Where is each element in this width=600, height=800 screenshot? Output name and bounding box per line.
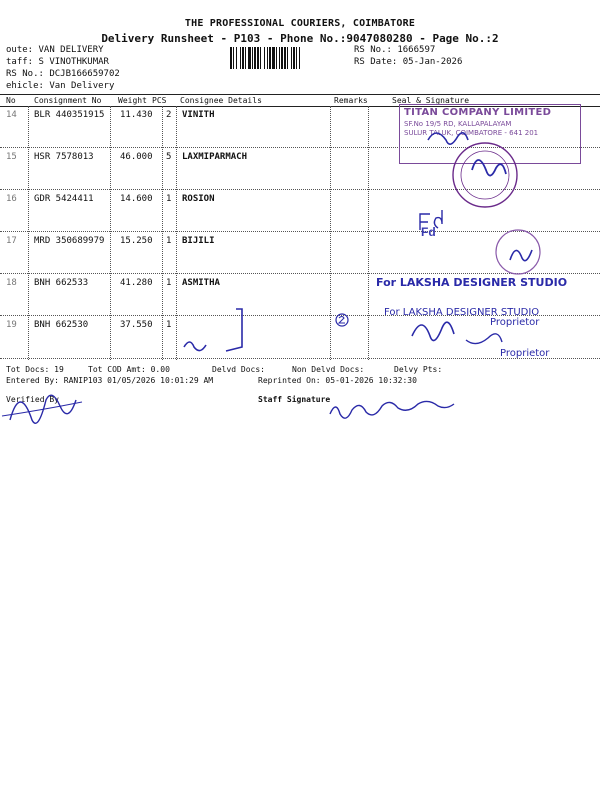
reprinted-on: Reprinted On: 05-01-2026 10:32:30 (258, 376, 417, 385)
row-no: 14 (6, 110, 17, 120)
verified-by-label: Verified By (6, 395, 59, 404)
row-pcs: 2 (166, 110, 172, 120)
staff-signature-label: Staff Signature (258, 395, 331, 404)
runsheet-subtitle: Delivery Runsheet - P103 - Phone No.:9047080280 - Page No.:2 (101, 32, 499, 45)
row-pcs: 1 (166, 194, 172, 204)
laksha-stamp-label: For LAKSHA DESIGNER STUDIO (384, 307, 540, 318)
non-delivered-docs: Non Delvd Docs: (292, 365, 365, 374)
row-weight: 11.430 (120, 110, 153, 120)
barcode-image (228, 46, 348, 70)
rs-number: RS No.: 1666597 (354, 45, 436, 55)
col-consignee: Consignee Details (180, 96, 262, 105)
row-consignee: BIJILI (182, 236, 215, 246)
row-consignment: MRD 350689979 (34, 236, 105, 246)
row-consignee: ROSION (182, 194, 215, 204)
row-pcs: 5 (166, 152, 172, 162)
row-no: 19 (6, 320, 17, 330)
row-weight: 46.000 (120, 152, 153, 162)
delivered-docs: Delvd Docs: (212, 365, 265, 374)
laksha-stamp-text: Fd (421, 225, 436, 239)
row-consignment: BNH 662530 (34, 320, 89, 330)
row-no: 18 (6, 278, 17, 288)
col-no: No (6, 96, 16, 105)
row-pcs: 1 (166, 236, 172, 246)
row-no: 15 (6, 152, 17, 162)
header-top-rule (0, 94, 600, 95)
vehicle-info: ehicle: Van Delivery (6, 81, 115, 91)
route-info: oute: VAN DELIVERY (6, 45, 104, 55)
document-title: THE PROFESSIONAL COURIERS, COIMBATORE (184, 18, 416, 29)
titan-stamp-name: TITAN COMPANY LIMITED (404, 107, 552, 118)
row-consignment: BNH 662533 (34, 278, 89, 288)
row-weight: 41.280 (120, 278, 153, 288)
row-consignee: VINITH (182, 110, 215, 120)
proprietor-label: Proprietor (500, 348, 550, 359)
col-seal: Seal & Signature (392, 96, 470, 105)
circled-number-icon (334, 312, 350, 328)
row-weight: 14.600 (120, 194, 153, 204)
row-weight: 15.250 (120, 236, 153, 246)
footer-signatures (0, 380, 600, 440)
drs-info: RS No.: DCJB166659702 (6, 69, 120, 79)
row-consignee: ASMITHA (182, 278, 220, 288)
delivery-points: Delvy Pts: (394, 365, 443, 374)
row-consignment: GDR 5424411 (34, 194, 94, 204)
titan-stamp-address: SULUR TALUK, COIMBATORE - 641 201 (404, 129, 539, 137)
col-consignment: Consignment No (34, 96, 102, 105)
circular-seal-icon (453, 143, 517, 207)
titan-stamp-address: SF.No 19/5 RD, KALLAPALAYAM (404, 120, 512, 128)
row-pcs: 1 (166, 320, 172, 330)
handwritten-mark (180, 305, 260, 360)
row-consignment: HSR 7578013 (34, 152, 94, 162)
col-weight: Weight (118, 96, 147, 105)
total-cod-amount: Tot COD Amt: 0.00 (88, 365, 170, 374)
staff-info: taff: S VINOTHKUMAR (6, 57, 109, 67)
col-remarks: Remarks (334, 96, 368, 105)
total-docs: Tot Docs: 19 (6, 365, 64, 374)
row-consignment: BLR 440351915 (34, 110, 105, 120)
col-pcs: PCS (152, 96, 167, 105)
row-pcs: 1 (166, 278, 172, 288)
row-weight: 37.550 (120, 320, 153, 330)
handwritten-signatures (380, 100, 600, 380)
row-no: 17 (6, 236, 17, 246)
rs-date: RS Date: 05-Jan-2026 (354, 57, 463, 67)
laksha-stamp-label: For LAKSHA DESIGNER STUDIO (376, 276, 568, 289)
row-no: 16 (6, 194, 17, 204)
entered-by: Entered By: RANIP103 01/05/2026 10:01:29 AM (6, 376, 214, 385)
row-consignee: LAXMIPARMACH (182, 152, 248, 162)
proprietor-label: Proprietor (490, 317, 540, 328)
